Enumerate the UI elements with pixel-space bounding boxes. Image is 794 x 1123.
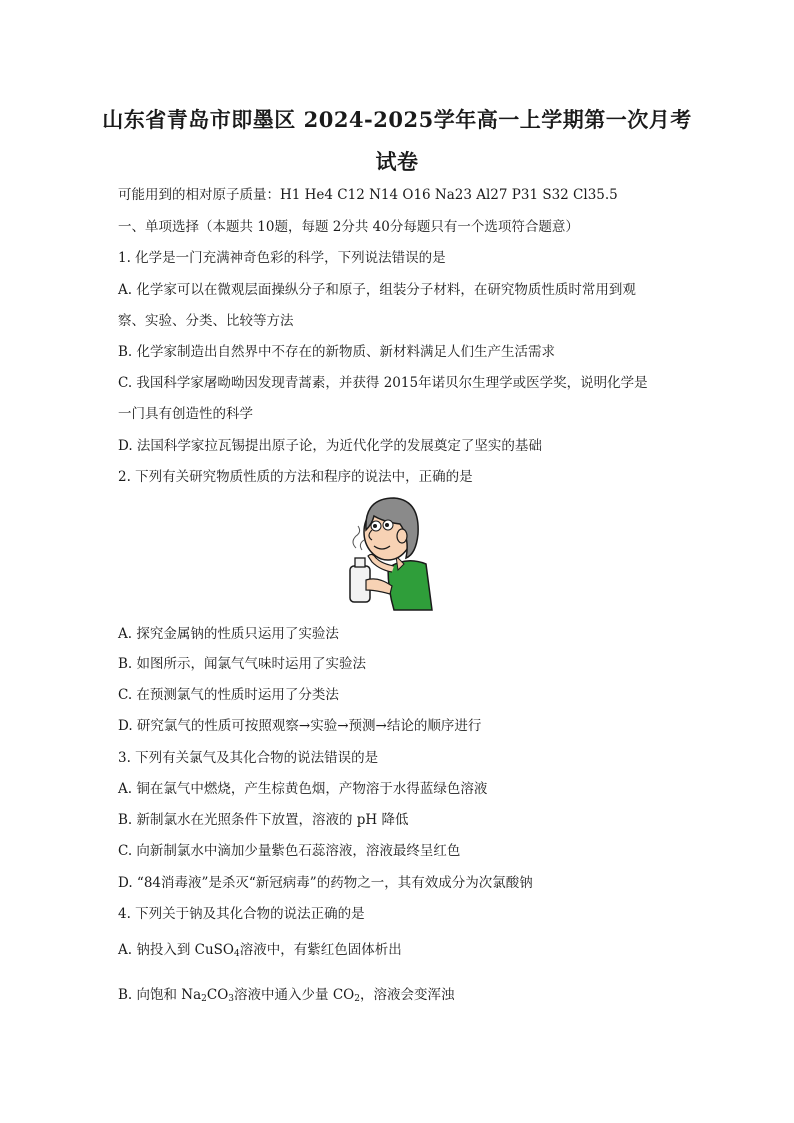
q1-option-c: C. 我国科学家屠呦呦因发现青蒿素，并获得 2015年诺贝尔生理学或医学奖，说明化学是 [118,375,648,391]
q4-option-a [118,941,678,963]
q4-option-b [118,986,678,1008]
q1-option-c-cont: 一门具有创造性的科学 [118,406,253,422]
q4-option-a-post: 溶液中，有紫红色固体析出 [239,942,402,958]
q4-option-b-subscript-2: 3 [228,994,235,1004]
q4-option-b-mid-2: 溶液中通入少量 CO [234,987,355,1003]
q1-option-a-cont: 察、实验、分类、比较等方法 [118,313,294,329]
q2-option-c: C. 在预测氯气的性质时运用了分类法 [118,687,339,703]
exam-title-line2: 试卷 [375,149,419,174]
atomic-mass-line: 可能用到的相对原子质量：H1 He4 C12 N14 O16 Na23 Al27 P31 S32 Cl35.5 [118,187,618,203]
q4-option-a-subscript: 4 [233,949,240,959]
q2-option-b: B. 如图所示，闻氯气气味时运用了实验法 [118,656,367,672]
q4-stem: 4. 下列关于钠及其化合物的说法正确的是 [118,906,365,922]
q1-stem: 1. 化学是一门充满神奇色彩的科学，下列说法错误的是 [118,250,446,266]
q1-option-d: D. 法国科学家拉瓦锡提出原子论，为近代化学的发展奠定了坚实的基础 [118,438,542,454]
q4-option-b-mid-1: CO [206,987,229,1003]
q3-option-c: C. 向新制氯水中滴加少量紫色石蕊溶液，溶液最终呈红色 [118,843,461,859]
q2-option-a: A. 探究金属钠的性质只运用了实验法 [118,626,339,642]
smelling-gas-illustration [336,490,436,612]
exam-title-line1: 山东省青岛市即墨区 2024-2025学年高一上学期第一次月考 [102,107,692,132]
q3-stem: 3. 下列有关氯气及其化合物的说法错误的是 [118,750,379,766]
q3-option-b: B. 新制氯水在光照条件下放置，溶液的 pH 降低 [118,812,409,828]
q1-option-b: B. 化学家制造出自然界中不存在的新物质、新材料满足人们生产生活需求 [118,344,556,360]
q4-option-b-pre: B. 向饱和 Na [118,987,202,1003]
q4-option-a-pre: A. 钠投入到 CuSO [118,942,234,958]
q4-option-b-post: ，溶液会变浑浊 [359,987,455,1003]
q4-option-b-subscript-1: 2 [201,994,207,1004]
q3-option-a: A. 铜在氯气中燃烧，产生棕黄色烟，产物溶于水得蓝绿色溶液 [118,781,488,797]
q3-option-d: D. “84消毒液”是杀灭“新冠病毒”的药物之一，其有效成分为次氯酸钠 [118,875,533,891]
section-heading: 一、单项选择（本题共 10题，每题 2分共 40分每题只有一个选项符合题意） [118,219,579,235]
q2-option-d: D. 研究氯气的性质可按照观察→实验→预测→结论的顺序进行 [118,718,482,734]
q2-stem: 2. 下列有关研究物质性质的方法和程序的说法中，正确的是 [118,469,473,485]
q1-option-a: A. 化学家可以在微观层面操纵分子和原子，组装分子材料，在研究物质性质时常用到观 [118,282,636,298]
q4-option-b-subscript-3: 2 [354,994,360,1004]
